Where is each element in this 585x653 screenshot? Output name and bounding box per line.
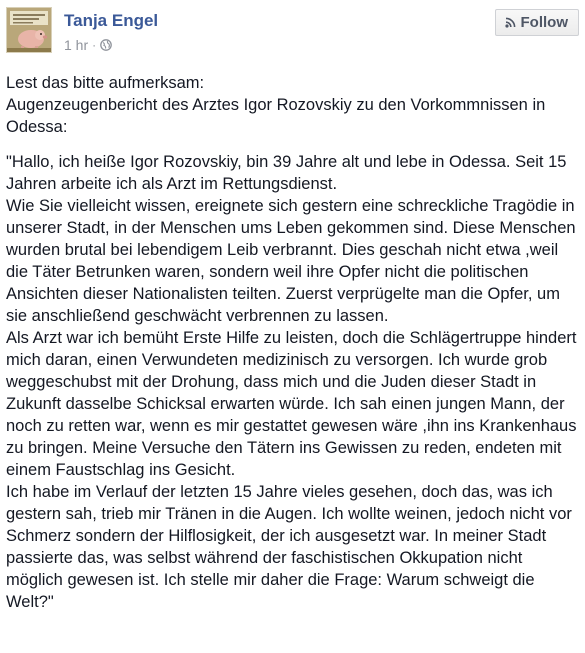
post-timestamp[interactable]: 1 hr (64, 37, 89, 53)
body-paragraph: Wie Sie vielleicht wissen, ereignete sich gestern eine schreckliche Tragödie in unserer Stadt, in der Menschen ums Leben gekommen sind. Diese Menschen wurden brutal bei lebendigem Leib verbrannt. Dies geschah nicht etwa ,weil die Täter Betrunken waren, sondern weil ihre Opfer nicht die politischen Ansichten dieser Nationalisten teilten. Zuerst verprügelte man die Opfer, um sie anschließend geschwächt verbrennen zu lassen. (6, 197, 576, 325)
follow-button[interactable] (495, 9, 580, 36)
profile-picture (7, 8, 51, 52)
author-avatar[interactable] (6, 7, 52, 53)
follow-button-label: Follow (520, 14, 568, 31)
globe-icon[interactable] (100, 39, 112, 51)
author-name-link[interactable]: Tanja Engel (64, 11, 159, 30)
body-paragraph: "Hallo, ich heiße Igor Rozovskiy, bin 39 Jahre alt und lebe in Odessa. Seit 15 Jahren arbeite ich als Arzt im Rettungsdienst. (6, 153, 567, 193)
intro-line: Augenzeugenbericht des Arztes Igor Rozovskiy zu den Vorkommnissen in Odessa: (6, 96, 546, 136)
post-meta (64, 37, 112, 53)
paragraph-gap (6, 138, 582, 151)
post-text (6, 72, 582, 613)
meta-separator: · (92, 38, 97, 52)
body-paragraph: Ich habe im Verlauf der letzten 15 Jahre vieles gesehen, doch das, was ich gestern sah, trieb mir Tränen in die Augen. Ich wollte weinen, jedoch nicht vor Schmerz sondern der Hilflosigkeit, der ich ausgesetzt war. In meiner Stadt passierte das, was selbst während der faschistischen Okkupation nicht möglich gewesen ist. Ich stelle mir daher die Frage: Warum schweigt die Welt?" (6, 483, 572, 611)
intro-line: Lest das bitte aufmerksam: (6, 74, 205, 92)
post-header (0, 0, 585, 62)
rss-icon (505, 17, 516, 28)
body-paragraph: Als Arzt war ich bemüht Erste Hilfe zu leisten, doch die Schlägertruppe hindert mich daran, einen Verwundeten medizinisch zu versorgen. Ich wurde grob weggeschubst mit der Drohung, dass mich und die Juden dieser Stadt in Zukunft dasselbe Schicksal erwarten würde. Ich sah einen jungen Mann, der noch zu retten war, wenn es mir gestattet gewesen wäre ,ihn ins Krankenhaus zu bringen. Meine Versuche den Tätern ins Gewissen zu reden, endeten mit einem Faustschlag ins Gesicht. (6, 329, 577, 479)
